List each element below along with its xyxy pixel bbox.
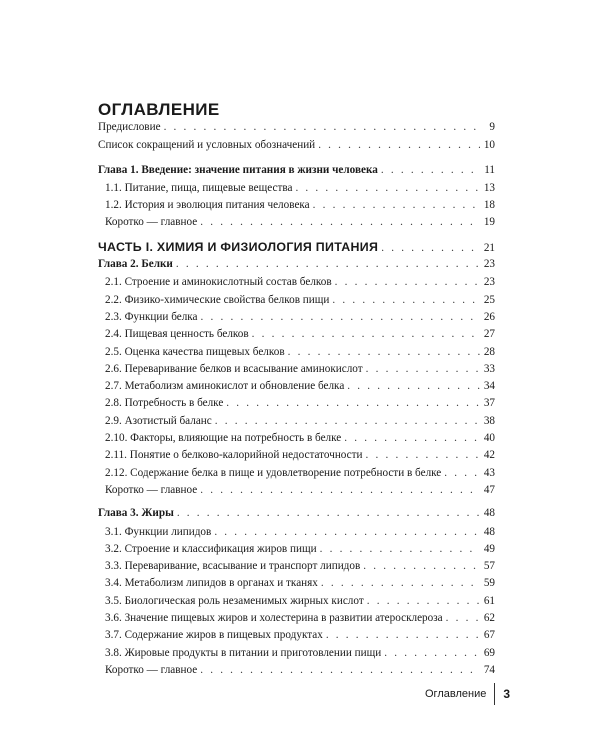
dot-leader xyxy=(288,346,480,358)
toc-entry-sub[interactable] xyxy=(98,397,495,414)
toc-entry-page: 21 xyxy=(483,241,495,254)
toc-entry-label: 3.8. Жировые продукты в питании и приготовлении пищи xyxy=(105,646,382,659)
dot-leader xyxy=(252,328,480,340)
toc-entry-label: 3.4. Метаболизм липидов в органах и тканях xyxy=(105,577,318,590)
toc-entry-label: 3.1. Функции липидов xyxy=(105,525,212,538)
dot-leader xyxy=(318,139,480,151)
dot-leader xyxy=(313,199,480,211)
toc-entry-sub[interactable] xyxy=(98,216,495,233)
dot-leader xyxy=(384,647,480,659)
page-number: 3 xyxy=(503,687,511,701)
toc-entry-sub[interactable] xyxy=(98,467,495,484)
page-footer xyxy=(425,683,510,705)
toc-entry-page: 37 xyxy=(483,397,495,410)
toc-entry-top[interactable] xyxy=(98,139,495,157)
toc-entry-page: 38 xyxy=(483,414,495,427)
dot-leader xyxy=(332,294,480,306)
toc-entry-sub[interactable] xyxy=(98,294,495,311)
toc-entry-label: 2.7. Метаболизм аминокислот и обновление белка xyxy=(105,380,345,393)
toc-entry-sub[interactable] xyxy=(98,560,495,577)
toc-entry-sub[interactable] xyxy=(98,543,495,560)
toc-entry-sub[interactable] xyxy=(98,664,495,681)
toc-entry-label: 2.10. Факторы, влияющие на потребность в белке xyxy=(105,432,342,445)
table-of-contents xyxy=(98,121,495,681)
toc-entry-chapter[interactable] xyxy=(98,164,495,182)
toc-entry-sub[interactable] xyxy=(98,199,495,216)
toc-entry-page: 26 xyxy=(483,310,495,323)
page-title: ОГЛАВЛЕНИЕ xyxy=(98,100,220,119)
dot-leader xyxy=(200,484,480,496)
toc-entry-label: 2.6. Переваривание белков и всасывание аминокислот xyxy=(105,362,363,375)
toc-entry-sub[interactable] xyxy=(98,577,495,594)
toc-entry-sub[interactable] xyxy=(98,328,495,345)
toc-entry-sub[interactable] xyxy=(98,346,495,363)
toc-entry-label: 2.3. Функции белка xyxy=(105,310,198,323)
toc-entry-label: 1.1. Питание, пища, пищевые вещества xyxy=(105,181,293,194)
toc-entry-top[interactable] xyxy=(98,121,495,139)
dot-leader xyxy=(321,577,480,589)
dot-leader xyxy=(164,121,480,133)
toc-entry-sub[interactable] xyxy=(98,647,495,664)
toc-entry-sub[interactable] xyxy=(98,415,495,432)
toc-entry-label: 3.5. Биологическая роль незаменимых жирных кислот xyxy=(105,594,364,607)
toc-entry-label: 2.1. Строение и аминокислотный состав белков xyxy=(105,276,332,289)
toc-entry-label: 2.9. Азотистый баланс xyxy=(105,414,212,427)
toc-entry-label: Глава 1. Введение: значение питания в жизни человека xyxy=(98,163,378,176)
toc-entry-page: 74 xyxy=(483,663,495,676)
toc-entry-page: 9 xyxy=(489,121,495,133)
toc-entry-label: Глава 2. Белки xyxy=(98,258,173,271)
toc-entry-page: 11 xyxy=(484,163,495,176)
toc-entry-page: 57 xyxy=(483,560,495,573)
toc-entry-label: Коротко — главное xyxy=(105,216,198,229)
toc-entry-page: 23 xyxy=(483,258,495,271)
toc-entry-page: 10 xyxy=(483,139,495,152)
dot-leader xyxy=(363,560,480,572)
toc-entry-label: 3.2. Строение и классификация жиров пищи xyxy=(105,542,317,555)
toc-entry-page: 49 xyxy=(483,542,495,555)
toc-entry-label: 2.12. Содержание белка в пище и удовлетворение потребности в белке xyxy=(105,466,442,479)
toc-entry-page: 42 xyxy=(483,449,495,462)
toc-entry-sub[interactable] xyxy=(98,449,495,466)
toc-entry-page: 61 xyxy=(483,594,495,607)
toc-entry-label: Коротко — главное xyxy=(105,483,198,496)
toc-entry-label: 2.4. Пищевая ценность белков xyxy=(105,328,249,341)
dot-leader xyxy=(326,629,480,641)
toc-entry-label: Предисловие xyxy=(98,121,161,133)
toc-entry-page: 43 xyxy=(483,466,495,479)
toc-entry-sub[interactable] xyxy=(98,380,495,397)
toc-entry-sub[interactable] xyxy=(98,595,495,612)
toc-entry-label: 2.11. Понятие о белково-калорийной недостаточности xyxy=(105,449,363,462)
toc-entry-part[interactable] xyxy=(98,240,495,258)
toc-entry-sub[interactable] xyxy=(98,432,495,449)
toc-entry-page: 59 xyxy=(483,577,495,590)
toc-entry-label: 2.2. Физико-химические свойства белков пищи xyxy=(105,293,330,306)
toc-entry-sub[interactable] xyxy=(98,629,495,646)
dot-leader xyxy=(381,242,480,254)
toc-entry-page: 27 xyxy=(483,328,495,341)
dot-leader xyxy=(366,449,480,461)
toc-entry-page: 23 xyxy=(483,276,495,289)
footer-section-title: Оглавление xyxy=(425,688,487,700)
toc-entry-sub[interactable] xyxy=(98,363,495,380)
dot-leader xyxy=(200,216,480,228)
toc-entry-sub[interactable] xyxy=(98,182,495,199)
toc-entry-label: Глава 3. Жиры xyxy=(98,507,174,520)
toc-entry-label: Список сокращений и условных обозначений xyxy=(98,139,316,152)
toc-entry-page: 47 xyxy=(483,483,495,496)
toc-entry-page: 67 xyxy=(483,629,495,642)
toc-entry-label: ЧАСТЬ I. ХИМИЯ И ФИЗИОЛОГИЯ ПИТАНИЯ xyxy=(98,239,379,254)
toc-entry-sub[interactable] xyxy=(98,311,495,328)
toc-entry-page: 69 xyxy=(483,646,495,659)
dot-leader xyxy=(366,363,480,375)
toc-entry-sub[interactable] xyxy=(98,484,495,501)
dot-leader xyxy=(347,380,480,392)
toc-entry-page: 34 xyxy=(483,380,495,393)
dot-leader xyxy=(381,164,480,176)
dot-leader xyxy=(344,432,480,444)
dot-leader xyxy=(215,415,480,427)
toc-entry-page: 48 xyxy=(483,525,495,538)
dot-leader xyxy=(201,311,480,323)
dot-leader xyxy=(335,276,480,288)
toc-entry-label: 3.7. Содержание жиров в пищевых продуктах xyxy=(105,629,323,642)
toc-entry-label: 3.6. Значение пищевых жиров и холестерина в развитии атеросклероза xyxy=(105,612,443,625)
toc-entry-page: 62 xyxy=(483,612,495,625)
dot-leader xyxy=(214,526,480,538)
dot-leader xyxy=(367,595,480,607)
toc-entry-chapter[interactable] xyxy=(98,258,495,276)
dot-leader xyxy=(444,467,480,479)
footer-divider xyxy=(494,683,495,705)
dot-leader xyxy=(200,664,480,676)
toc-entry-page: 28 xyxy=(483,345,495,358)
toc-entry-sub[interactable] xyxy=(98,526,495,543)
toc-entry-label: 1.2. История и эволюция питания человека xyxy=(105,199,310,212)
toc-entry-page: 18 xyxy=(483,199,495,212)
toc-entry-page: 13 xyxy=(483,181,495,194)
dot-leader xyxy=(446,612,480,624)
dot-leader xyxy=(177,507,480,519)
dot-leader xyxy=(320,543,480,555)
toc-entry-sub[interactable] xyxy=(98,612,495,629)
toc-entry-page: 40 xyxy=(483,432,495,445)
dot-leader xyxy=(226,397,480,409)
toc-entry-label: Коротко — главное xyxy=(105,663,198,676)
dot-leader xyxy=(176,258,480,270)
toc-entry-label: 3.3. Переваривание, всасывание и транспорт липидов xyxy=(105,560,361,573)
toc-entry-label: 2.5. Оценка качества пищевых белков xyxy=(105,345,285,358)
toc-entry-sub[interactable] xyxy=(98,276,495,293)
toc-entry-label: 2.8. Потребность в белке xyxy=(105,397,224,410)
toc-entry-page: 48 xyxy=(483,507,495,520)
toc-entry-page: 19 xyxy=(483,216,495,229)
dot-leader xyxy=(295,182,480,194)
toc-entry-page: 25 xyxy=(483,293,495,306)
toc-entry-page: 33 xyxy=(483,362,495,375)
toc-entry-chapter[interactable] xyxy=(98,507,495,525)
